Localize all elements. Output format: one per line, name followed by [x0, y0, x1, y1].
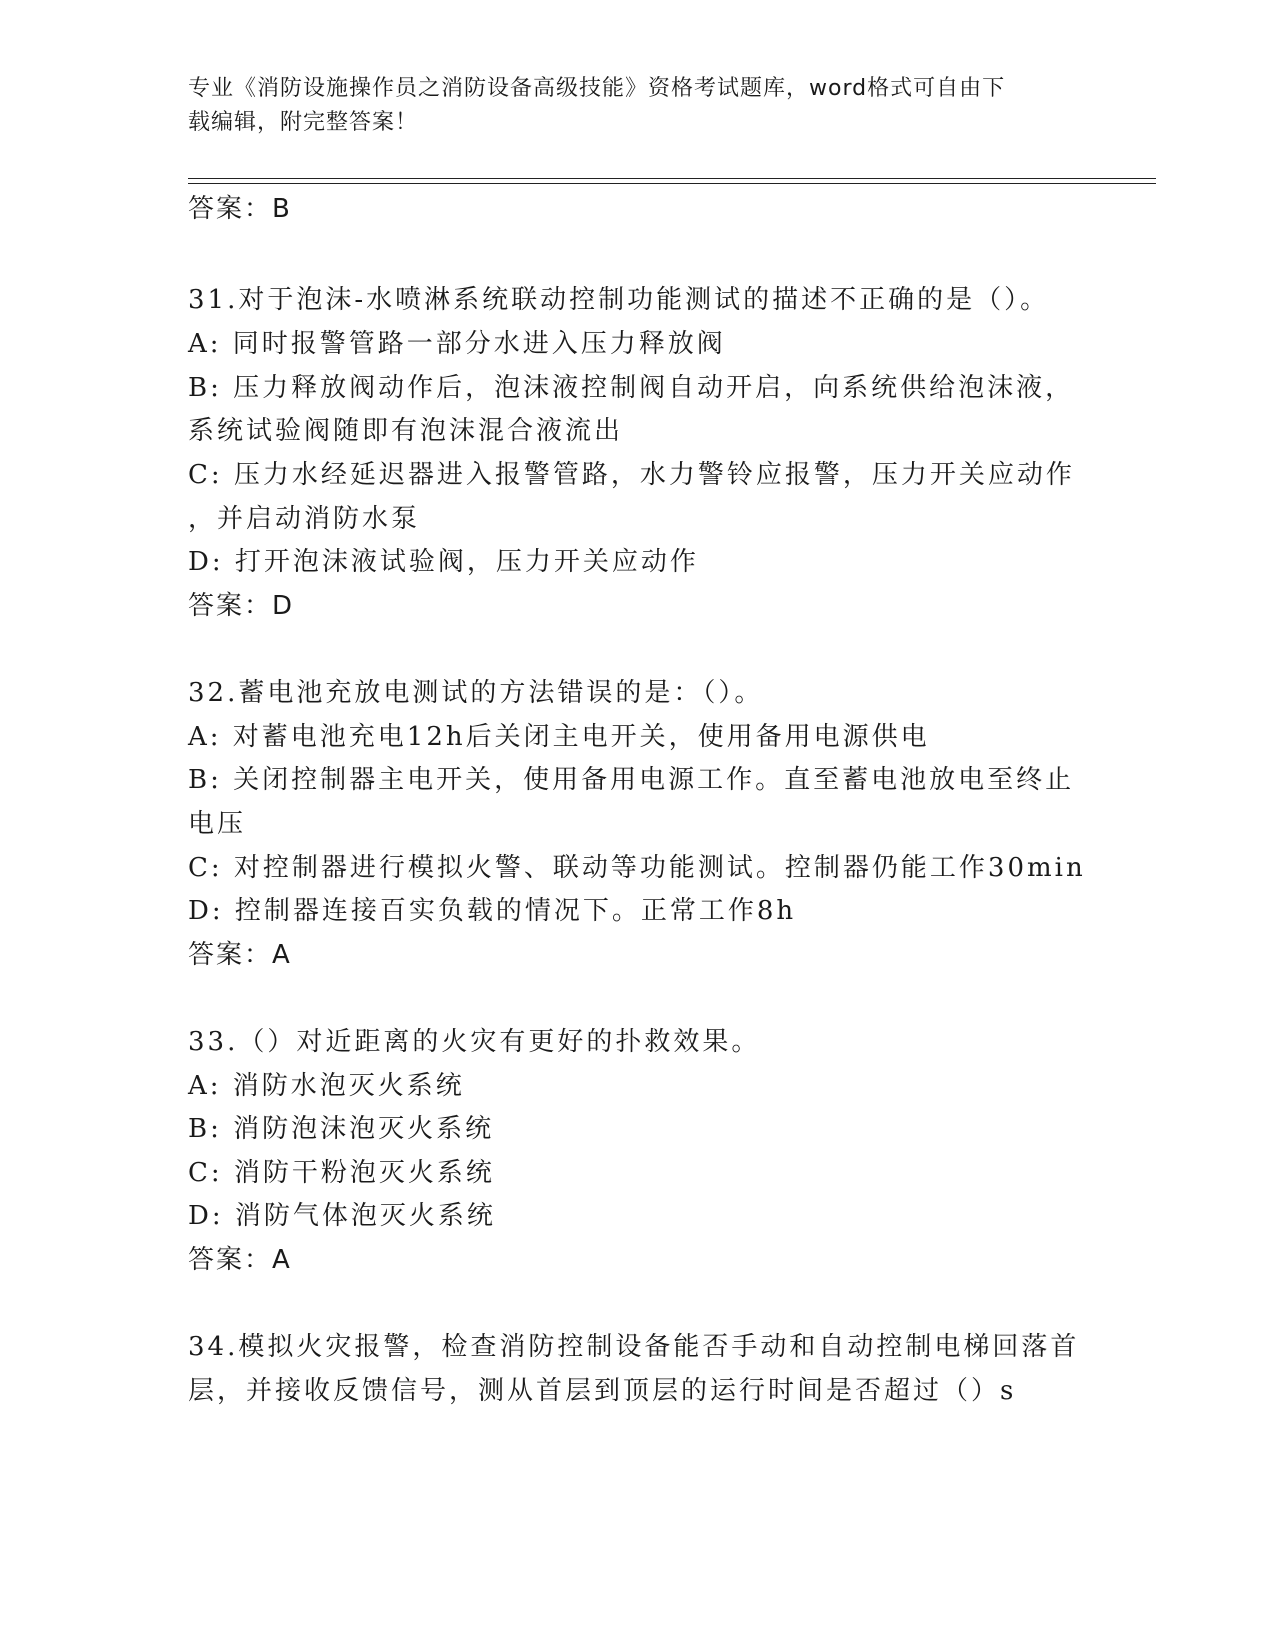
q32-option-b: B: 关闭控制器主电开关，使用备用电源工作。直至蓄电池放电至终止	[188, 765, 1075, 795]
question-33: 33.（）对近距离的火灾有更好的扑救效果。	[188, 1027, 761, 1057]
q33-option-b: B: 消防泡沫泡灭火系统	[188, 1114, 495, 1144]
header-divider-top	[188, 178, 1156, 179]
q31-option-c-cont: ，并启动消防水泵	[188, 504, 421, 534]
question-34-cont: 层，并接收反馈信号，测从首层到顶层的运行时间是否超过（）s	[188, 1376, 1017, 1406]
answer-q31: 答案：D	[188, 591, 295, 621]
answer-q33: 答案：A	[188, 1245, 292, 1275]
q32-option-c: C: 对控制器进行模拟火警、联动等功能测试。控制器仍能工作30min	[188, 853, 1086, 883]
header-line-2: 载编辑，附完整答案！	[188, 110, 419, 135]
q31-option-c: C: 压力水经延迟器进入报警管路，水力警铃应报警，压力开关应动作	[188, 460, 1075, 490]
q32-option-a: A: 对蓄电池充电12h后关闭主电开关，使用备用电源供电	[188, 722, 930, 752]
question-34: 34.模拟火灾报警，检查消防控制设备能否手动和自动控制电梯回落首	[188, 1332, 1080, 1362]
q33-option-a: A: 消防水泡灭火系统	[188, 1071, 465, 1101]
question-32: 32.蓄电池充放电测试的方法错误的是：（）。	[188, 678, 764, 708]
q33-option-d: D: 消防气体泡灭火系统	[188, 1201, 496, 1231]
q32-option-d: D: 控制器连接百实负载的情况下。正常工作8h	[188, 896, 797, 926]
answer-q30: 答案：B	[188, 194, 292, 224]
header-divider-bottom	[188, 183, 1156, 184]
document-header	[188, 72, 1088, 140]
q31-option-b: B: 压力释放阀动作后，泡沫液控制阀自动开启，向系统供给泡沫液，	[188, 373, 1075, 403]
q31-option-d: D: 打开泡沫液试验阀，压力开关应动作	[188, 547, 699, 577]
question-31: 31.对于泡沫-水喷淋系统联动控制功能测试的描述不正确的是（）。	[188, 285, 1050, 315]
header-line-1: 专业《消防设施操作员之消防设备高级技能》资格考试题库，word格式可自由下	[188, 76, 1006, 101]
answer-q32: 答案：A	[188, 940, 292, 970]
q31-option-b-cont: 系统试验阀随即有泡沫混合液流出	[188, 416, 624, 446]
q32-option-b-cont: 电压	[188, 809, 247, 839]
q31-option-a: A: 同时报警管路一部分水进入压力释放阀	[188, 329, 726, 359]
q33-option-c: C: 消防干粉泡灭火系统	[188, 1158, 495, 1188]
